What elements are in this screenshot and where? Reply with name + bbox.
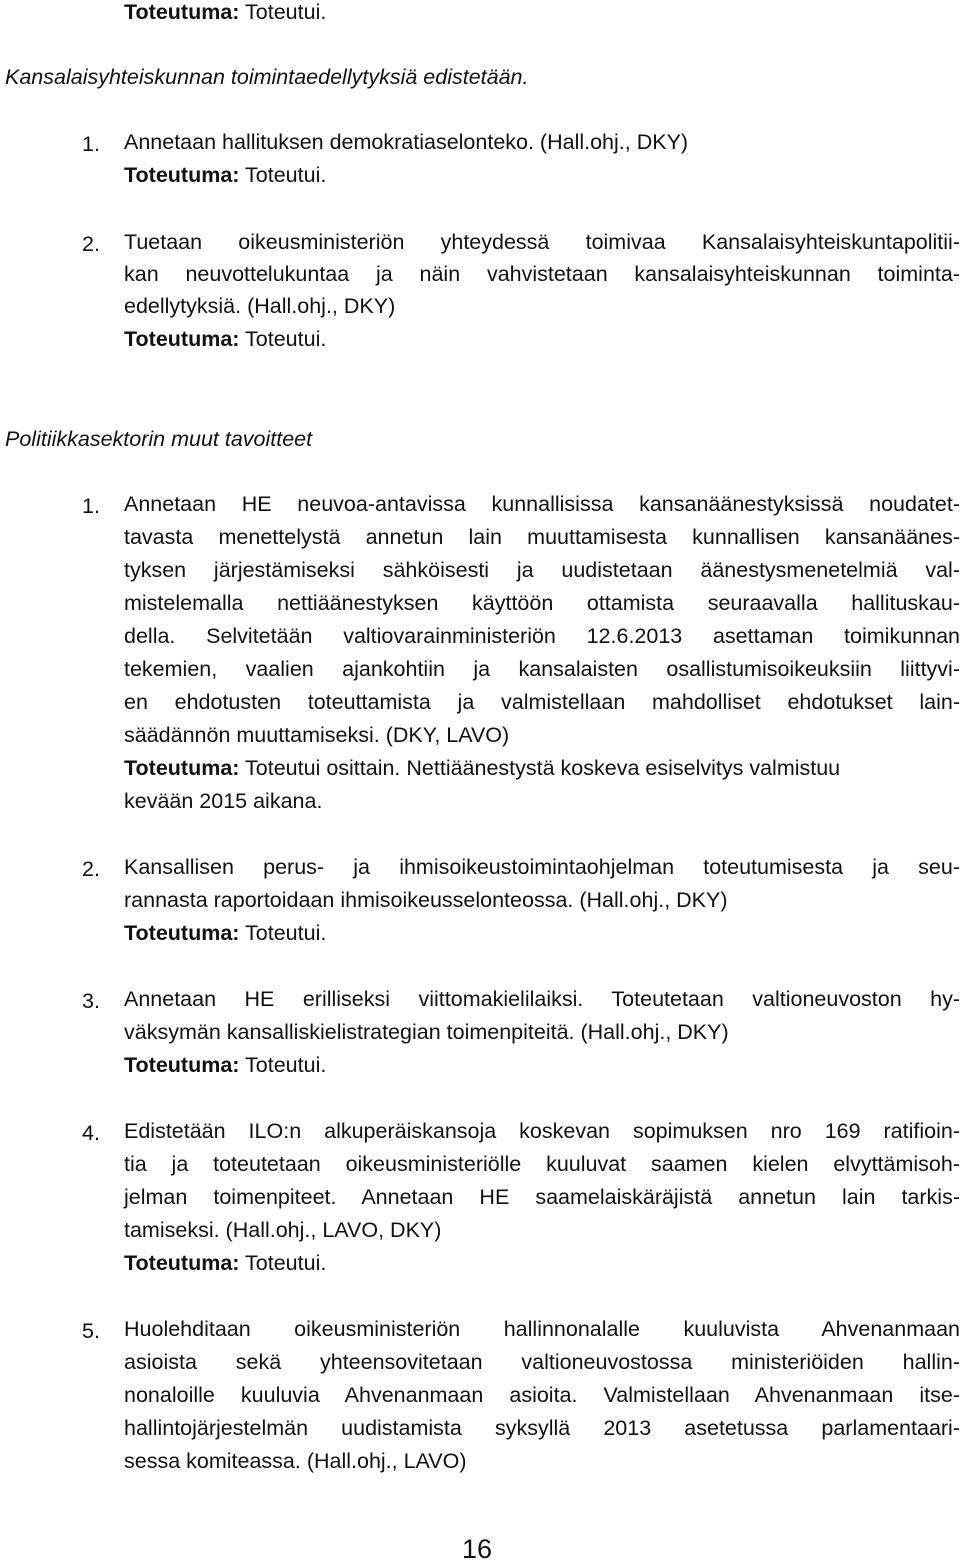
item-text-line: sessa komiteassa. (Hall.ohj., LAVO) xyxy=(124,1449,467,1473)
item-text-line: kan neuvottelukuntaa ja näin vahvistetaan kansalaisyhteiskunnan toiminta- xyxy=(124,262,960,286)
item-text-line: asioista sekä yhteensovitetaan valtioneuvostossa ministeriöiden hallin- xyxy=(124,1350,960,1374)
status-line xyxy=(124,1055,326,1077)
list-number: 3. xyxy=(82,989,100,1013)
status-label: Toteutuma: xyxy=(124,921,240,945)
status-line xyxy=(124,923,326,945)
status-continuation: kevään 2015 aikana. xyxy=(124,789,323,813)
list-number: 2. xyxy=(82,232,100,256)
item-text-line: Annetaan HE neuvoa-antavissa kunnallisissa kansanäänestyksissä noudatet- xyxy=(124,492,960,516)
item-text-line: tekemien, vaalien ajankohtiin ja kansalaisten osallistumisoikeuksiin liittyvi- xyxy=(124,657,960,681)
item-text-line: väksymän kansalliskielistrategian toimenpiteitä. (Hall.ohj., DKY) xyxy=(124,1020,729,1044)
status-label: Toteutuma: xyxy=(124,163,240,187)
status-line xyxy=(124,1253,326,1275)
item-text-line: tavasta menettelystä annetun lain muuttamisesta kunnallisen kansanäänes- xyxy=(124,525,960,549)
item-text-line: Edistetään ILO:n alkuperäiskansoja koskevan sopimuksen nro 169 ratifioin- xyxy=(124,1119,960,1143)
page-number: 16 xyxy=(462,1534,493,1564)
status-value: Toteutui. xyxy=(239,163,327,187)
status-value: Toteutui. xyxy=(239,0,327,24)
status-value: Toteutui osittain. Nettiäänestystä koskeva esiselvitys valmistuu xyxy=(239,756,841,780)
list-number: 5. xyxy=(82,1319,100,1343)
status-value: Toteutui. xyxy=(239,1251,327,1275)
item-text-line: tyksen järjestämiseksi sähköisesti ja uudistetaan äänestysmenetelmiä val- xyxy=(124,558,960,582)
item-text-line: säädännön muuttamiseksi. (DKY, LAVO) xyxy=(124,723,510,747)
item-text-line: mistelemalla nettiäänestyksen käyttöön ottamista seuraavalla hallituskau- xyxy=(124,591,960,615)
status-line xyxy=(124,165,326,187)
item-text-line: tia ja toteutetaan oikeusministeriölle kuuluvat saamen kielen elvyttämisoh- xyxy=(124,1152,960,1176)
status-line xyxy=(124,329,326,351)
item-text-line: edellytyksiä. (Hall.ohj., DKY) xyxy=(124,294,396,318)
item-text-line: en ehdotusten toteuttamista ja valmistellaan mahdolliset ehdotukset lain- xyxy=(124,690,960,714)
list-number: 2. xyxy=(82,857,100,881)
status-value: Toteutui. xyxy=(239,1053,327,1077)
item-text-line: nonaloille kuuluvia Ahvenanmaan asioita. Valmistellaan Ahvenanmaan itse- xyxy=(124,1383,960,1407)
item-text-line: tamiseksi. (Hall.ohj., LAVO, DKY) xyxy=(124,1218,442,1242)
section-heading: Politiikkasektorin muut tavoitteet xyxy=(5,427,313,451)
item-text-line: Annetaan hallituksen demokratiaselonteko. (Hall.ohj., DKY) xyxy=(124,130,689,154)
status-label: Toteutuma: xyxy=(124,0,240,24)
status-label: Toteutuma: xyxy=(124,756,240,780)
item-text-line: Kansallisen perus- ja ihmisoikeustoimintaohjelman toteutumisesta ja seu- xyxy=(124,855,960,879)
status-value: Toteutui. xyxy=(239,327,327,351)
status-line xyxy=(124,758,840,780)
item-text-line: hallintojärjestelmän uudistamista syksyllä 2013 asetetussa parlamentaari- xyxy=(124,1416,960,1440)
status-value: Toteutui. xyxy=(239,921,327,945)
item-text-line: rannasta raportoidaan ihmisoikeusselonteossa. (Hall.ohj., DKY) xyxy=(124,888,728,912)
item-text-line: della. Selvitetään valtiovarainministeriön 12.6.2013 asettaman toimikunnan xyxy=(124,624,960,648)
item-text-line: jelman toimenpiteet. Annetaan HE saamelaiskäräjistä annetun lain tarkis- xyxy=(124,1185,960,1209)
list-number: 1. xyxy=(82,494,100,518)
status-label: Toteutuma: xyxy=(124,327,240,351)
item-text-line: Tuetaan oikeusministeriön yhteydessä toimivaa Kansalaisyhteiskuntapolitii- xyxy=(124,230,960,254)
item-text-line: Huolehditaan oikeusministeriön hallinnonalalle kuuluvista Ahvenanmaan xyxy=(124,1317,960,1341)
item-text-line: Annetaan HE erilliseksi viittomakielilaiksi. Toteutetaan valtioneuvoston hy- xyxy=(124,987,960,1011)
status-label: Toteutuma: xyxy=(124,1251,240,1275)
status-label: Toteutuma: xyxy=(124,1053,240,1077)
list-number: 1. xyxy=(82,132,100,156)
status-line xyxy=(124,2,326,24)
list-number: 4. xyxy=(82,1121,100,1145)
section-heading: Kansalaisyhteiskunnan toimintaedellytyksiä edistetään. xyxy=(5,65,529,89)
